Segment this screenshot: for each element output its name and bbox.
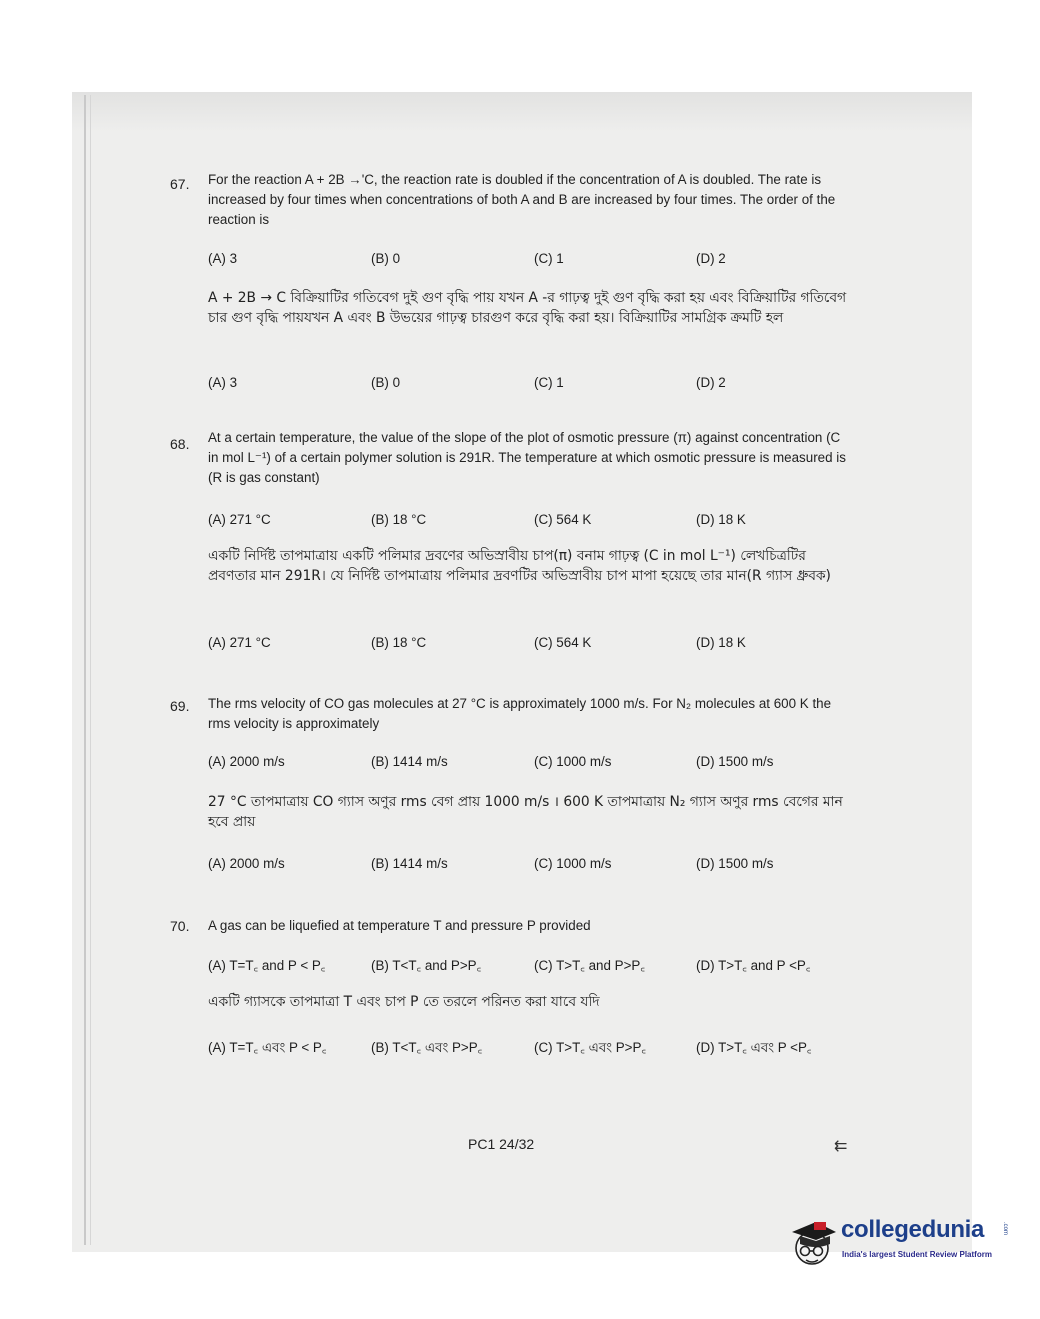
option-b: (B) 18 °C [371,512,427,527]
option-a: (A) 271 °C [208,512,271,527]
logo-tagline: India's largest Student Review Platform [842,1250,992,1259]
option-c: (C) 564 K [534,635,592,650]
option-c: (C) 564 K [534,512,592,527]
options-bn [208,375,848,395]
option-d: (D) 1500 m/s [696,754,774,769]
collegedunia-logo [786,1214,1016,1274]
option-d: (D) T>T꜀ and P <P꜀ [696,958,811,973]
page-mark: ⇇ [834,1138,848,1155]
page-number: PC1 24/32 [468,1136,535,1152]
option-b: (B) 1414 m/s [371,856,448,871]
option-b: (B) T<T꜀ and P>P꜀ [371,958,482,973]
options-bn [208,1038,848,1058]
option-a: (A) 2000 m/s [208,856,285,871]
option-c: (C) T>T꜀ and P>P꜀ [534,958,645,973]
options-bn [208,635,848,655]
question-number: 70. [170,918,190,934]
options-en [208,956,848,976]
question-text-en: At a certain temperature, the value of the slope of the plot of osmotic pressure (π) against concentration (C in mol L⁻¹) of a certain polymer solution is 291R. The temperature at which osmotic pressure is measured is (R is gas constant) [208,430,846,485]
option-a: (A) 271 °C [208,635,271,650]
option-d: (D) T>T꜀ এবং P <P꜀ [696,1040,812,1055]
option-d: (D) 2 [696,251,726,266]
option-d: (D) 18 K [696,635,746,650]
options-en [208,512,848,532]
question-text-bn: 27 °C তাপমাত্রায় CO গ্যাস অণুর rms বেগ প্রায় 1000 m/s । 600 K তাপমাত্রায় N₂ গ্যাস অণুর rms বেগের মান হবে প্রায় [208,794,843,830]
option-b: (B) 0 [371,375,401,390]
options-en [208,251,848,271]
option-a: (A) 3 [208,375,238,390]
option-a: (A) 3 [208,251,238,266]
option-c: (C) T>T꜀ এবং P>P꜀ [534,1040,647,1055]
question-number: 69. [170,698,190,714]
options-en [208,754,848,774]
option-a: (A) T=T꜀ এবং P < P꜀ [208,1040,327,1055]
option-a: (A) 2000 m/s [208,754,285,769]
question-text-bn: A + 2B → C বিক্রিয়াটির গতিবেগ দুই গুণ বৃদ্ধি পায় যখন A -র গাঢ়ত্ব দুই গুণ বৃদ্ধি করা হয় এবং বিক্রিয়াটির গতিবেগ চার গুণ বৃদ্ধি পায়যখন A এবং B উভয়ের গাঢ়ত্ব চারগুণ করে বৃদ্ধি করা হয়। বিক্রিয়াটির সামগ্রিক ক্রমটি হল [208,290,847,326]
binding-line [84,95,86,1245]
question-text-en: The rms velocity of CO gas molecules at 27 °C is approximately 1000 m/s. For N₂ molecules at 600 K the rms velocity is approximately [208,696,832,731]
option-d: (D) 2 [696,375,726,390]
option-d: (D) 1500 m/s [696,856,774,871]
question-text-bn: একটি নির্দিষ্ট তাপমাত্রায় একটি পলিমার দ্রবণের অভিস্রাবীয় চাপ(π) বনাম গাঢ়ত্ব (C in mol L⁻¹) লেখচিত্রটির প্রবণতার মান 291R। যে নির্দিষ্ট তাপমাত্রায় পলিমার দ্রবণটির অভিস্রাবীয় চাপ মাপা হয়েছে তার মান(R গ্যাস ধ্রুবক) [208,548,831,584]
graduation-cap-icon [786,1214,838,1272]
logo-domain: .com [1002,1222,1008,1236]
option-b: (B) 1414 m/s [371,754,448,769]
question-text-en: A gas can be liquefied at temperature T and pressure P provided [208,918,591,933]
option-c: (C) 1000 m/s [534,856,612,871]
question-number: 67. [170,176,190,192]
option-b: (B) T<T꜀ এবং P>P꜀ [371,1040,483,1055]
option-c: (C) 1 [534,375,564,390]
option-c: (C) 1000 m/s [534,754,612,769]
question-text-bn: একটি গ্যাসকে তাপমাত্রা T এবং চাপ P তে তরলে পরিনত করা যাবে যদি [208,994,600,1010]
question-text-en: For the reaction A + 2B →'C, the reaction rate is doubled if the concentration of A is doubled. The rate is increased by four times when concentrations of both A and B are increased by four times. The order of the reaction is [208,172,836,227]
binding-line [90,95,91,1245]
option-b: (B) 18 °C [371,635,427,650]
scan-shadow [72,92,972,132]
option-b: (B) 0 [371,251,401,266]
logo-wordmark: collegedunia [841,1216,985,1243]
option-c: (C) 1 [534,251,564,266]
options-bn [208,856,848,876]
question-number: 68. [170,436,190,452]
option-a: (A) T=T꜀ and P < P꜀ [208,958,326,973]
option-d: (D) 18 K [696,512,746,527]
